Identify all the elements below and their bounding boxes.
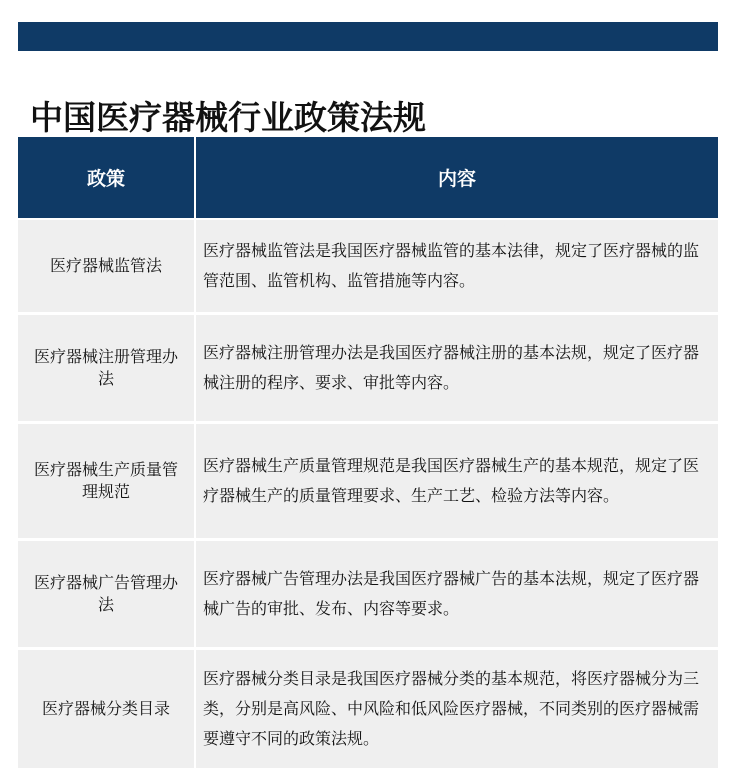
table-row [18,541,718,650]
policy-content: 医疗器械监管法是我国医疗器械监管的基本法律，规定了医疗器械的监管范围、监管机构、监管措施等内容。 [196,220,718,315]
table-header-row [18,137,718,220]
top-banner-bar [18,22,718,51]
policy-name: 医疗器械监管法 [18,220,196,315]
table-row [18,220,718,315]
header-policy: 政策 [18,137,196,220]
page-title: 中国医疗器械行业政策法规 [30,98,426,138]
policy-name: 医疗器械广告管理办法 [18,541,196,650]
table-row [18,650,718,771]
policy-name: 医疗器械生产质量管理规范 [18,424,196,541]
policy-content: 医疗器械注册管理办法是我国医疗器械注册的基本法规，规定了医疗器械注册的程序、要求、审批等内容。 [196,315,718,424]
policy-table [18,137,718,771]
policy-name: 医疗器械分类目录 [18,650,196,771]
policy-content: 医疗器械广告管理办法是我国医疗器械广告的基本法规，规定了医疗器械广告的审批、发布、内容等要求。 [196,541,718,650]
policy-content: 医疗器械分类目录是我国医疗器械分类的基本规范，将医疗器械分为三类，分别是高风险、中风险和低风险医疗器械，不同类别的医疗器械需要遵守不同的政策法规。 [196,650,718,771]
table-row [18,315,718,424]
table-row [18,424,718,541]
policy-content: 医疗器械生产质量管理规范是我国医疗器械生产的基本规范，规定了医疗器械生产的质量管理要求、生产工艺、检验方法等内容。 [196,424,718,541]
header-content: 内容 [196,137,718,220]
policy-name: 医疗器械注册管理办法 [18,315,196,424]
